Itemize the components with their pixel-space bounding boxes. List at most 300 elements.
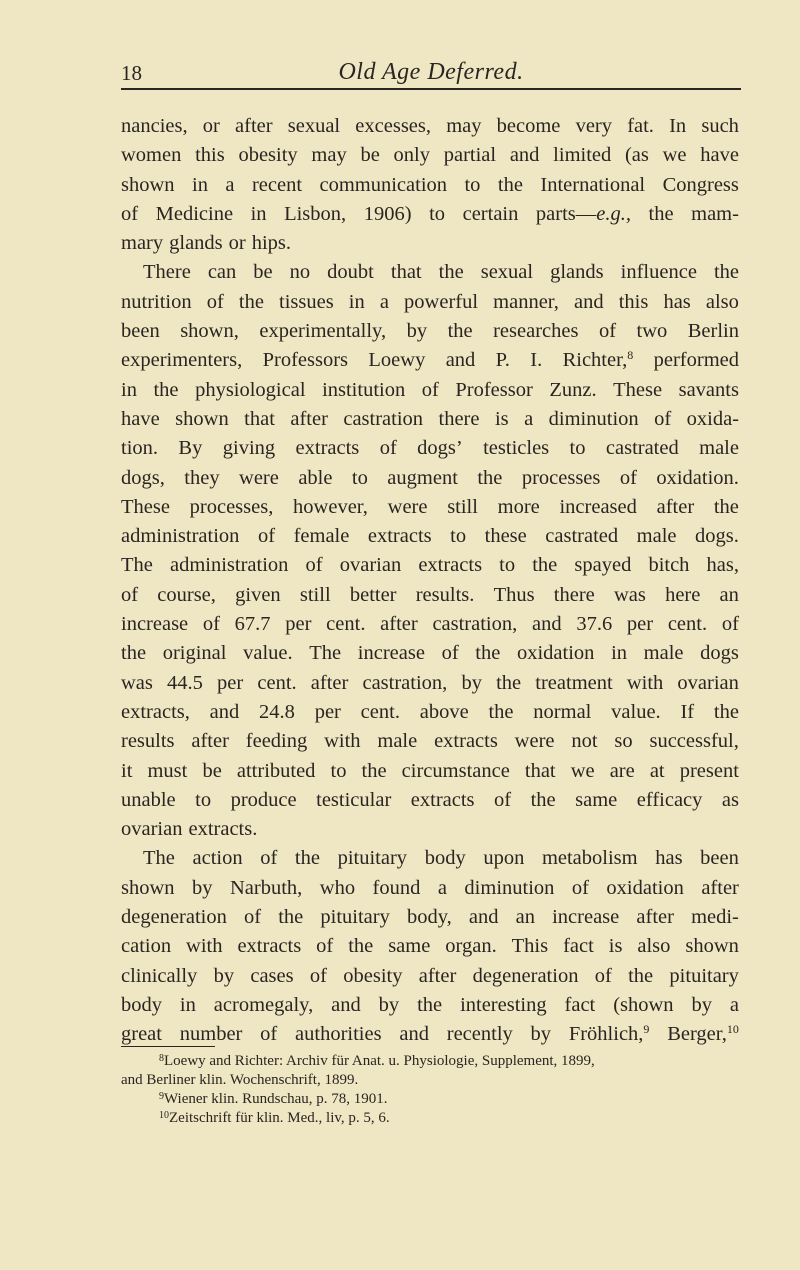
word: the <box>153 378 179 401</box>
text-line <box>121 903 739 932</box>
word: at <box>649 759 665 782</box>
word: so <box>614 730 633 753</box>
text-line <box>121 610 739 639</box>
word: by <box>530 1023 552 1046</box>
italic-text: e.g., <box>596 202 631 225</box>
word: partial <box>443 144 497 167</box>
text-line <box>121 698 739 727</box>
word: obesity <box>343 964 403 987</box>
footnote-line <box>121 1109 741 1128</box>
word: great <box>121 1023 162 1046</box>
word: with <box>186 935 223 958</box>
word: Congress <box>662 173 739 196</box>
text-line <box>121 112 739 141</box>
word: the <box>648 202 674 225</box>
word: physiological <box>195 378 306 401</box>
word: normal <box>533 700 592 723</box>
word: to <box>499 554 516 577</box>
word: extracts <box>418 554 483 577</box>
word: increase <box>552 906 620 929</box>
word: and <box>445 349 476 372</box>
word: women <box>121 144 182 167</box>
word: Professor <box>455 378 533 401</box>
word: of <box>309 964 327 987</box>
word: after <box>380 613 418 636</box>
word: also <box>705 290 739 313</box>
word: after <box>310 671 349 694</box>
text-line <box>121 346 739 375</box>
word: be <box>360 144 380 167</box>
word: the <box>447 320 473 343</box>
word: this <box>195 144 225 167</box>
word: recently <box>446 1023 513 1046</box>
word: 24.8 <box>259 700 295 723</box>
word: present <box>679 759 739 782</box>
word: Loewy <box>368 349 426 372</box>
word: recent <box>251 173 303 196</box>
text-line <box>121 434 739 463</box>
word: These <box>613 378 663 401</box>
word: a <box>379 290 389 313</box>
word: after <box>636 906 674 929</box>
word: per <box>626 613 654 636</box>
word: sexual <box>480 261 534 284</box>
word: sexual <box>287 115 341 137</box>
word: and <box>509 144 540 167</box>
word: of <box>571 876 589 899</box>
word: by <box>461 671 482 694</box>
footnote-text: Wiener klin. Rundschau, p. 78, 1901. <box>164 1091 388 1107</box>
word: who <box>319 876 356 899</box>
word: no <box>289 261 311 284</box>
word: per <box>217 671 244 694</box>
text-line <box>121 229 739 258</box>
word: obesity <box>238 144 298 167</box>
footnote-rule <box>121 1046 215 1047</box>
word: The <box>143 847 175 870</box>
word: Lisbon, <box>284 202 347 225</box>
footnote-reference: 10 <box>726 1022 739 1037</box>
word: were <box>514 730 555 753</box>
word: results. <box>415 583 475 606</box>
word: the <box>530 788 556 811</box>
text-line <box>121 815 739 844</box>
word: to <box>429 202 446 225</box>
word: there <box>553 583 595 606</box>
word: become <box>496 115 561 137</box>
word: Medicine <box>155 202 234 225</box>
paragraph <box>121 112 739 258</box>
word: can <box>207 261 237 284</box>
word: of <box>305 554 323 577</box>
word: it <box>121 759 133 782</box>
footnote-line <box>121 1090 741 1109</box>
word: were <box>387 495 428 518</box>
word: to <box>569 437 586 460</box>
word: shown <box>685 935 739 958</box>
word: a <box>437 876 447 899</box>
word: castration, <box>362 671 448 694</box>
word: in <box>121 378 137 401</box>
word: found <box>372 876 421 899</box>
word: processes <box>521 466 601 489</box>
word: same <box>388 935 431 958</box>
running-title: Old Age Deferred. <box>338 59 524 85</box>
word: castration <box>343 407 424 430</box>
word: glands <box>550 261 604 284</box>
word: If <box>680 700 695 723</box>
word: extracts <box>295 437 360 460</box>
word: of <box>619 466 637 489</box>
word: excesses, <box>355 115 432 137</box>
footnote-reference: 8 <box>627 348 634 363</box>
footnote-reference: 9 <box>643 1022 650 1037</box>
text-line <box>121 141 739 170</box>
footnote-text: Zeitschrift für klin. Med., liv, p. 5, 6. <box>169 1110 390 1126</box>
word: mary <box>121 232 164 255</box>
word: of <box>202 613 220 636</box>
word: cent. <box>667 613 708 636</box>
word: castration, <box>432 613 518 636</box>
word: have <box>121 407 160 430</box>
word: of <box>594 964 612 987</box>
word: female <box>293 525 350 548</box>
text-line <box>121 200 739 229</box>
word: to <box>450 525 467 548</box>
word: There <box>143 261 191 284</box>
word: increase <box>121 613 189 636</box>
word: produce <box>230 788 297 811</box>
text-line <box>121 874 739 903</box>
word: feeding <box>245 730 308 753</box>
word: only <box>393 144 430 167</box>
word: limited <box>553 144 612 167</box>
word: the <box>628 964 654 987</box>
word: augment <box>387 466 458 489</box>
word: these <box>484 525 527 548</box>
word: able <box>298 466 333 489</box>
word: 1906) <box>363 202 412 225</box>
word: castrated <box>605 437 679 460</box>
word: Richter,$^8$ <box>562 348 634 372</box>
word: experimentally, <box>259 320 387 343</box>
text-line <box>121 727 739 756</box>
word: Narbuth, <box>229 876 303 899</box>
word: and <box>209 700 240 723</box>
word: tissues <box>279 290 334 313</box>
word: fat. <box>627 115 654 137</box>
word: These <box>121 495 170 518</box>
word: the <box>238 290 264 313</box>
word: researches <box>493 320 579 343</box>
word: cent. <box>360 700 400 723</box>
text-line <box>121 581 739 610</box>
word: the <box>713 495 739 518</box>
word: of <box>316 935 334 958</box>
word: metabolism <box>541 847 638 870</box>
word: not <box>571 730 598 753</box>
word: successful, <box>649 730 739 753</box>
word: The <box>309 642 342 665</box>
word: testicles <box>483 437 550 460</box>
word: the <box>477 466 503 489</box>
word: nancies, <box>121 115 188 137</box>
word: castrated <box>545 525 619 548</box>
word: institution <box>322 378 406 401</box>
word: of <box>260 1023 278 1046</box>
word: after <box>290 407 328 430</box>
text-line <box>121 757 739 786</box>
word: efficacy <box>636 788 703 811</box>
word: cent. <box>326 613 366 636</box>
word: by <box>406 320 428 343</box>
word: or <box>228 232 246 255</box>
word: above <box>419 700 469 723</box>
word: bitch <box>648 554 690 577</box>
text-line <box>121 376 739 405</box>
word: the <box>278 906 304 929</box>
word: interesting <box>460 993 547 1016</box>
word: oxidation. <box>656 466 739 489</box>
word: the <box>488 700 514 723</box>
word: upon <box>483 847 525 870</box>
word: per <box>314 700 341 723</box>
word: diminution <box>548 407 639 430</box>
word: extracts, <box>121 700 190 723</box>
word: body <box>424 847 466 870</box>
word: circumstance <box>401 759 510 782</box>
word: of <box>260 847 278 870</box>
word: we <box>570 759 595 782</box>
word: pituitary <box>669 964 739 987</box>
word: male <box>699 437 739 460</box>
word: and <box>331 993 361 1016</box>
word: to <box>195 788 212 811</box>
word: more <box>497 495 540 518</box>
word: processes, <box>189 495 274 518</box>
word: Berlin <box>687 320 739 343</box>
word: of <box>379 437 397 460</box>
word: per <box>285 613 312 636</box>
paragraph <box>121 258 739 844</box>
word: has <box>663 290 691 313</box>
text-line <box>121 464 739 493</box>
word: treatment <box>535 671 613 694</box>
word: however, <box>293 495 368 518</box>
word: be <box>253 261 273 284</box>
word: extracts <box>410 788 475 811</box>
word: fact <box>564 993 596 1016</box>
word: performed <box>653 349 739 372</box>
footnote-line <box>121 1071 741 1090</box>
word: pituitary <box>337 847 408 870</box>
text-line <box>121 522 739 551</box>
word: as <box>721 788 739 811</box>
word: dogs, <box>121 466 165 489</box>
word: that <box>390 261 422 284</box>
word: be <box>202 759 222 782</box>
word: savants <box>678 378 739 401</box>
word: and <box>468 906 499 929</box>
word: of <box>654 407 672 430</box>
word: (as <box>624 144 649 167</box>
word: hips. <box>251 232 292 255</box>
word: male <box>643 642 684 665</box>
footnote-text: and Berliner klin. Wochenschrift, 1899. <box>121 1072 359 1088</box>
text-line <box>121 932 739 961</box>
word: dogs’ <box>417 437 463 460</box>
word: of <box>244 906 262 929</box>
word: Professors <box>262 349 349 372</box>
text-line <box>121 405 739 434</box>
word: been <box>700 847 739 870</box>
text-line <box>121 258 739 287</box>
word: by <box>691 993 712 1016</box>
word: powerful <box>404 290 479 313</box>
word: the <box>121 642 147 665</box>
word: certain <box>462 202 519 225</box>
word: number <box>179 1023 243 1046</box>
word: value. <box>611 700 661 723</box>
word: 44.5 <box>167 671 203 694</box>
word: by <box>378 993 400 1016</box>
word: the <box>348 935 374 958</box>
word: the <box>361 759 387 782</box>
word: or <box>202 115 220 137</box>
word: of <box>598 320 617 343</box>
word: given <box>235 583 281 606</box>
word: increase <box>357 642 425 665</box>
word: Berger,$^{10}$ <box>667 1022 739 1046</box>
word: fact <box>563 935 594 958</box>
word: shown <box>121 173 175 196</box>
word: manner, <box>493 290 559 313</box>
header-rule <box>121 88 741 90</box>
word: are <box>609 759 635 782</box>
word: in <box>192 173 208 196</box>
page-number: 18 <box>121 61 142 85</box>
word: course, <box>157 583 216 606</box>
text-line <box>121 786 739 815</box>
word: after <box>191 730 229 753</box>
word: is <box>608 935 623 958</box>
word: may <box>446 115 482 137</box>
paragraph <box>121 844 739 1049</box>
word: and <box>574 290 604 313</box>
word: administration <box>169 554 289 577</box>
word: ovarian <box>677 671 739 694</box>
word: P. <box>495 349 510 372</box>
word: a <box>729 993 739 1016</box>
word: that <box>524 759 556 782</box>
word: of <box>421 378 439 401</box>
word: testicular <box>316 788 392 811</box>
word: after <box>418 964 457 987</box>
word: body <box>121 993 162 1016</box>
word: organ. <box>445 935 497 958</box>
word: with <box>626 671 664 694</box>
word: oxidation <box>606 876 684 899</box>
word: experimenters, <box>121 349 243 372</box>
word: shown <box>175 407 229 430</box>
word: extracts <box>237 935 302 958</box>
word: still <box>447 495 478 518</box>
word: extracts <box>434 730 498 753</box>
word: degeneration <box>121 906 227 929</box>
word: action <box>192 847 243 870</box>
text-line <box>121 669 739 698</box>
word: were <box>239 466 279 489</box>
footnote-text: Loewy and Richter: Archiv für Anat. u. Physiologie, Supplement, 1899, <box>164 1053 595 1069</box>
word: been <box>121 320 160 343</box>
word: In <box>669 115 687 137</box>
word: shown, <box>180 320 239 343</box>
word: giving <box>222 437 276 460</box>
word: original <box>162 642 227 665</box>
word: is <box>494 407 509 430</box>
word: communication <box>319 173 448 196</box>
word: a <box>524 407 534 430</box>
word: must <box>147 759 188 782</box>
word: of <box>121 583 139 606</box>
word: Fröhlich,$^9$ <box>568 1022 650 1046</box>
word: male <box>377 730 418 753</box>
word: International <box>540 173 646 196</box>
word: by <box>192 876 213 899</box>
word: of <box>721 613 739 636</box>
word: the <box>417 993 443 1016</box>
word: also <box>637 935 671 958</box>
word: By <box>178 437 203 460</box>
word: the <box>496 671 522 694</box>
text-line <box>121 493 739 522</box>
word: was <box>121 671 153 694</box>
word: nutrition <box>121 290 192 313</box>
word: mam- <box>691 202 739 225</box>
word: 67.7 <box>234 613 271 636</box>
word: authorities <box>295 1023 382 1046</box>
word: in <box>611 642 628 665</box>
word: medi- <box>691 906 739 929</box>
word: 37.6 <box>576 613 613 636</box>
word: here <box>665 583 701 606</box>
text-line <box>121 288 739 317</box>
word: oxidation <box>516 642 595 665</box>
footnotes <box>121 1052 741 1128</box>
word: of <box>121 202 139 225</box>
word: dogs <box>700 642 739 665</box>
word: of <box>441 642 459 665</box>
word: cation <box>121 935 172 958</box>
word: male <box>636 525 677 548</box>
word: same <box>575 788 618 811</box>
word: after <box>235 115 273 137</box>
word: still <box>299 583 331 606</box>
word: degeneration <box>472 964 579 987</box>
word: and <box>399 1023 429 1046</box>
word: cases <box>250 964 294 987</box>
word: the <box>713 700 739 723</box>
text-line <box>121 551 739 580</box>
word: unable <box>121 788 176 811</box>
word: there <box>438 407 480 430</box>
word: have <box>700 144 739 167</box>
word: such <box>701 115 739 137</box>
word: glands <box>169 232 223 255</box>
word: in <box>348 290 365 313</box>
word: attributed <box>236 759 316 782</box>
word: cent. <box>257 671 297 694</box>
